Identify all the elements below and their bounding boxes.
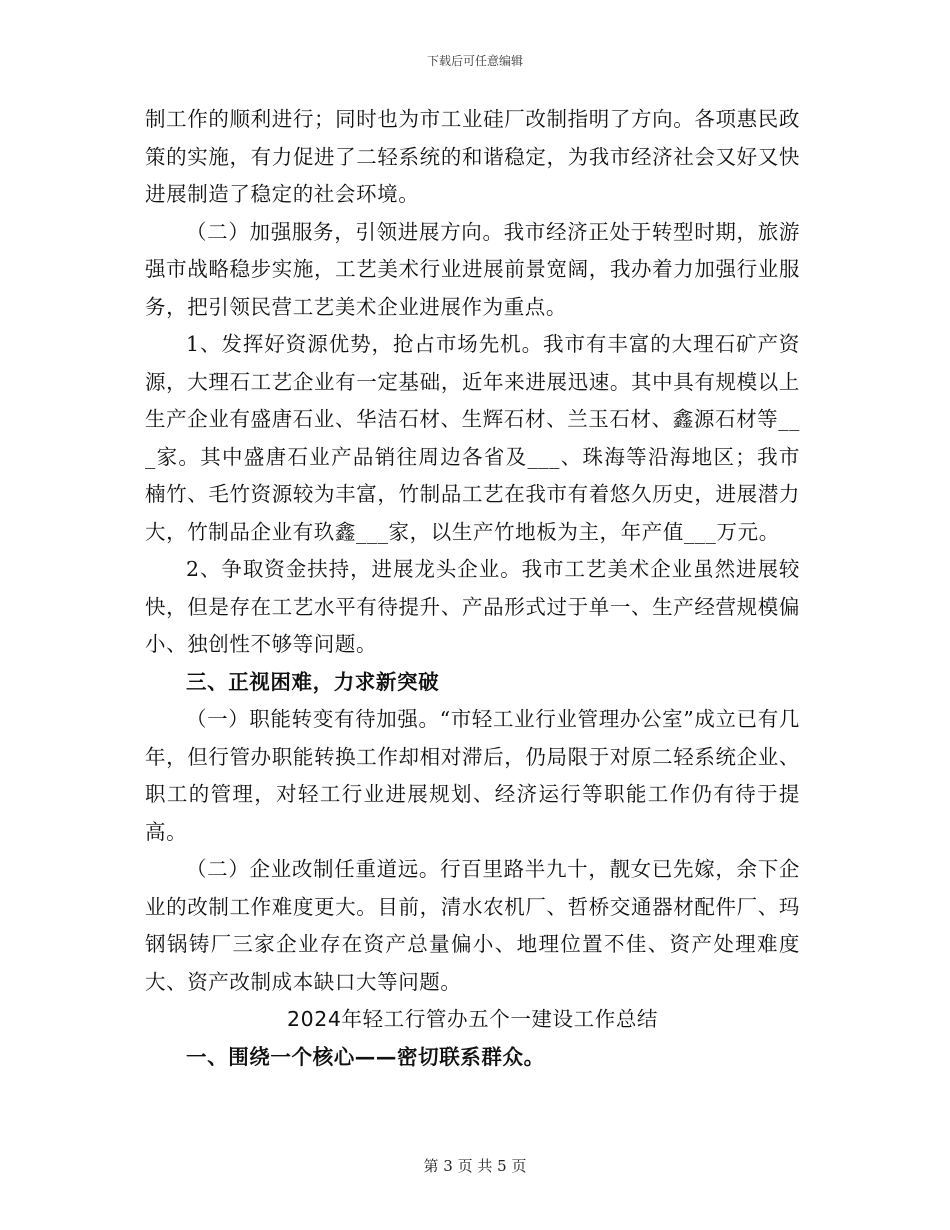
paragraph-funding-support: 2、争取资金扶持，进展龙头企业。我市工艺美术企业虽然进展较快，但是存在工艺水平有待提升、产品形式过于单一、生产经营规模偏小、独创性不够等问题。 (145, 557, 800, 656)
paragraph-enterprise-reform: （二）企业改制任重道远。行百里路半九十，靓女已先嫁，余下企业的改制工作难度更大。目前，清水农机厂、哲桥交通器材配件厂、玛钢锅铸厂三家企业存在资产总量偏小、地理位置不佳、资产处理难度大、资产改制成本缺口大等问题。 (145, 857, 800, 994)
section-heading-core: 一、围绕一个核心——密切联系群众。 (186, 1044, 545, 1069)
paragraph-function-transformation: （一）职能转变有待加强。“市轻工业行业管理办公室”成立已有几年，但行管办职能转换工作却相对滞后，仍局限于对原二轻系统企业、职工的管理，对轻工行业进展规划、经济运行等职能工作仍有待于提高。 (145, 707, 800, 844)
paragraph-resource-advantage: 1、发挥好资源优势，抢占市场先机。我市有丰富的大理石矿产资源，大理石工艺企业有一定基础，近年来进展迅速。其中具有规模以上生产企业有盛唐石业、华洁石材、生辉石材、兰玉石材、鑫源石材等___家。其中盛唐石业产品销往周边各省及___、珠海等沿海地区；我市楠竹、毛竹资源较为丰富，竹制品工艺在我市有着悠久历史，进展潜力大，竹制品企业有玖鑫___家，以生产竹地板为主，年产值___万元。 (145, 332, 800, 544)
paragraph-strengthen-service: （二）加强服务，引领进展方向。我市经济正处于转型时期，旅游强市战略稳步实施，工艺美术行业进展前景宽阔，我办着力加强行业服务，把引领民营工艺美术企业进展作为重点。 (145, 219, 800, 319)
page-header: 下载后可任意编辑 (426, 54, 523, 68)
paragraph-continuation: 制工作的顺利进行；同时也为市工业硅厂改制指明了方向。各项惠民政策的实施，有力促进了二轻系统的和谐稳定，为我市经济社会又好又快进展制造了稳定的社会环境。 (145, 107, 800, 206)
section-heading-difficulties: 三、正视困难，力求新突破 (186, 669, 440, 694)
document-body (145, 101, 800, 1076)
page-number-footer: 第 3 页 共 5 页 (423, 1157, 527, 1175)
document-title: 2024年轻工行管办五个一建设工作总结 (286, 1007, 659, 1031)
